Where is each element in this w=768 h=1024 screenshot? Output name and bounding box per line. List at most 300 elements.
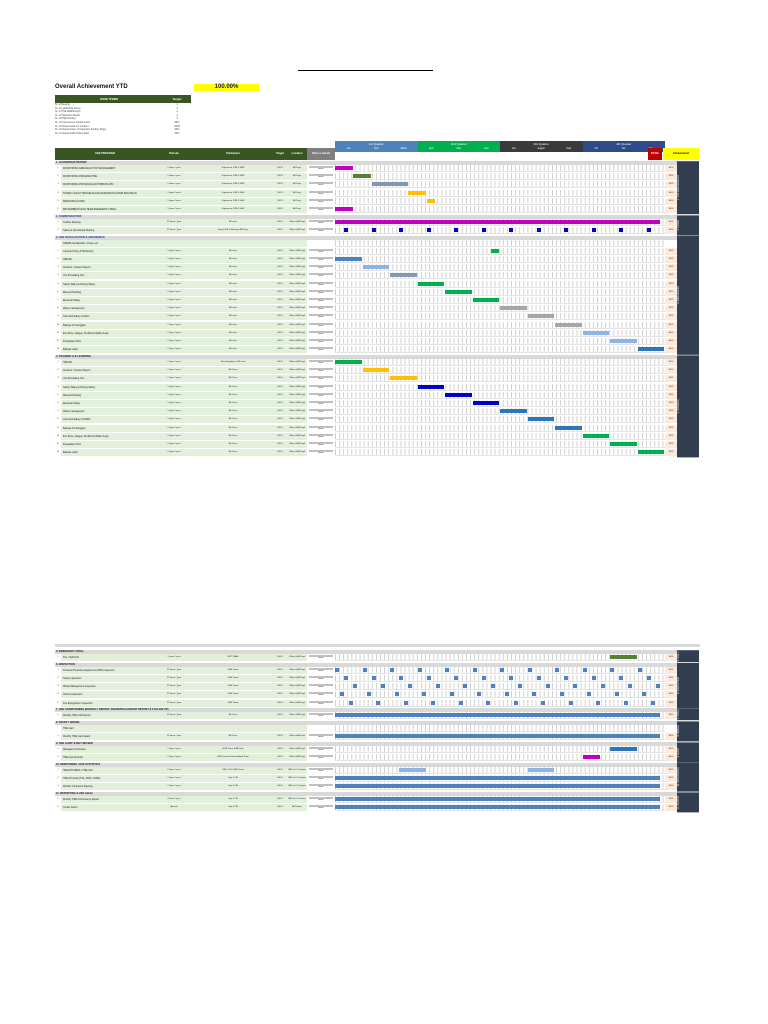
table-row <box>55 754 677 761</box>
row-number: 11 <box>56 442 60 445</box>
location-cell: Office & All Dept <box>287 330 307 337</box>
table-row <box>55 190 677 197</box>
plan-actual-cell: Actual <box>307 712 335 719</box>
schedule-mark <box>344 228 348 232</box>
target-cell: 100% <box>273 783 287 790</box>
kpi-header <box>55 95 191 103</box>
schedule-mark <box>638 668 642 672</box>
program-name: Waste management <box>61 305 155 312</box>
program-name: Chemical Safety & Hazm <box>61 313 155 320</box>
schedule-grid <box>335 804 665 811</box>
participant-cell: All Crew <box>193 712 273 719</box>
table-row <box>55 313 677 320</box>
location-cell: All Dept <box>287 165 307 172</box>
kpi-target: 4 <box>176 113 178 117</box>
table-row <box>55 654 677 661</box>
plan-actual-cell: Actual <box>307 691 335 698</box>
kpi-item: Nr. of Closed Audit Finding Rate <box>55 131 90 135</box>
plan-actual-cell: Actual <box>307 449 335 456</box>
target-cell: 100% <box>273 190 287 197</box>
section-title: 11. REPORTING & HSE Admin <box>55 792 677 796</box>
section-side-label: 9. AUDIT <box>677 742 699 762</box>
period-cell: Annual <box>155 804 193 811</box>
program-name: HSE Card <box>61 725 155 732</box>
row-number: 2 <box>57 756 59 758</box>
participant-cell: All crew <box>193 338 273 345</box>
target-cell: 100% <box>273 181 287 188</box>
schedule-bar <box>418 282 445 286</box>
schedule-bar <box>528 768 555 772</box>
period-cell: 12 times / year <box>155 667 193 674</box>
location-cell: Office & All Dept <box>287 256 307 263</box>
header-achievement: Achievement <box>663 148 699 160</box>
participant-cell: All Crew <box>193 400 273 407</box>
schedule-mark <box>560 692 564 696</box>
month-header: July <box>500 147 528 152</box>
location-cell: Office & All Dept <box>287 449 307 456</box>
schedule-bar <box>418 385 445 389</box>
schedule-grid <box>335 173 665 180</box>
schedule-grid <box>335 289 665 296</box>
schedule-grid <box>335 256 665 263</box>
location-cell: All Dept <box>287 181 307 188</box>
schedule-bar <box>399 768 426 772</box>
section-side-label: 8. AWARD <box>677 721 699 741</box>
section-title: 5. EMERGENCY DRILL <box>55 650 677 654</box>
period-cell: 1 times / year <box>155 416 193 423</box>
target-cell: 100% <box>273 313 287 320</box>
schedule-grid <box>335 322 665 329</box>
plan-actual-cell: Actual <box>307 264 335 271</box>
kpi-target: 100% <box>173 124 181 128</box>
target-cell: 100% <box>273 712 287 719</box>
program-name: Fire Extinguisher Inspection <box>61 700 155 707</box>
period-cell: 1 times / year <box>155 441 193 448</box>
location-cell: Office & All Dept <box>287 700 307 707</box>
row-number: 4 <box>57 191 59 194</box>
plan-actual-cell: Actual <box>307 198 335 205</box>
period-cell: 1 times / year <box>155 206 193 213</box>
location-cell: Office & All Dept <box>287 289 307 296</box>
header-location: Location <box>287 148 307 160</box>
schedule-mark <box>390 668 394 672</box>
plan-actual-cell: Actual <box>307 767 335 774</box>
period-cell: 1 times / year <box>155 754 193 761</box>
participant-cell: All Crew <box>193 416 273 423</box>
table-row <box>55 400 677 407</box>
location-cell: Office & All Dept <box>287 733 307 740</box>
period-cell: 1 times / year <box>155 297 193 304</box>
schedule-grid <box>335 272 665 279</box>
row-total: 100% <box>665 654 677 661</box>
target-cell: 100% <box>273 733 287 740</box>
location-cell: Office & All Dept <box>287 392 307 399</box>
program-name: Bahaya di Ketinggian <box>61 322 155 329</box>
schedule-mark <box>399 228 403 232</box>
header-plan-actual: Plan vs Actual <box>307 148 335 160</box>
target-cell: 100% <box>273 206 287 213</box>
row-number: 9 <box>57 315 59 318</box>
schedule-mark <box>395 692 399 696</box>
schedule-grid <box>335 305 665 312</box>
plan-actual-cell: Actual <box>307 313 335 320</box>
table-row <box>55 330 677 337</box>
schedule-mark <box>477 692 481 696</box>
section-side-label: 10. MONITORING <box>677 763 699 792</box>
schedule-mark <box>518 684 522 688</box>
schedule-mark <box>463 684 467 688</box>
schedule-grid <box>335 733 665 740</box>
schedule-mark <box>445 668 449 672</box>
top-rule <box>298 70 433 71</box>
schedule-mark <box>367 692 371 696</box>
participant-cell: All Crew <box>193 449 273 456</box>
period-cell: 1 times / year <box>155 654 193 661</box>
participant-cell: All crew <box>193 297 273 304</box>
kpi-target: 90% <box>174 128 180 132</box>
schedule-mark <box>619 676 623 680</box>
target-cell: 100% <box>273 165 287 172</box>
schedule-grid <box>335 240 665 247</box>
section-title: 7. HSE CONDITIONING (MONTHLY REPORT, INCIDENT/ACCIDENT REPORT & FOLLOW UP) <box>55 708 677 712</box>
program-name: Bahasa Lokal <box>61 449 155 456</box>
program-name: Monthly HSE Performance Report <box>61 796 155 803</box>
program-name: TINDAK LANJUT PENGELOLAAN KESEHATAN & PERLINDUNGAN <box>61 190 155 197</box>
schedule-bar <box>583 755 601 759</box>
plan-actual-cell: Actual <box>307 359 335 366</box>
location-cell: All Unit / Location <box>287 796 307 803</box>
schedule-grid <box>335 264 665 271</box>
target-cell: 100% <box>273 289 287 296</box>
participant-cell: All crew <box>193 219 273 226</box>
target-cell: 100% <box>273 804 287 811</box>
target-cell: 100% <box>273 754 287 761</box>
schedule-grid <box>335 425 665 432</box>
row-number: 12 <box>56 451 60 454</box>
table-row <box>55 281 677 288</box>
target-cell: 100% <box>273 384 287 391</box>
period-cell: 1 times / year <box>155 305 193 312</box>
location-cell: All Dept <box>287 206 307 213</box>
table-row <box>55 416 677 423</box>
row-total: 100% <box>665 248 677 255</box>
period-cell: 1 times / year <box>155 272 193 279</box>
row-total: 100% <box>665 767 677 774</box>
schedule-mark <box>592 676 596 680</box>
kpi-item: Nr. of Closed Action for Incident <box>55 124 89 128</box>
target-cell: 100% <box>273 219 287 226</box>
schedule-mark <box>427 228 431 232</box>
row-total: 100% <box>665 416 677 423</box>
table-row <box>55 725 677 732</box>
program-name: HIRADC <box>61 359 155 366</box>
schedule-bar <box>335 776 660 780</box>
program-name: Personal Protective Equipment (PPE) Inspection <box>61 667 155 674</box>
period-cell: 1 times / year <box>155 425 193 432</box>
target-cell: 100% <box>273 449 287 456</box>
table-row <box>55 408 677 415</box>
target-cell: 100% <box>273 433 287 440</box>
period-cell: 12 times / year <box>155 733 193 740</box>
program-name: Waste management <box>61 408 155 415</box>
row-number: 3 <box>57 685 59 688</box>
kpi-header-items: HSSE ITEMS <box>99 97 119 101</box>
schedule-mark <box>500 668 504 672</box>
period-cell: 1 times / year <box>155 181 193 188</box>
table-row <box>55 775 677 782</box>
location-cell: Office & All Dept <box>287 712 307 719</box>
row-total: 100% <box>665 400 677 407</box>
period-cell: 1 times / year <box>155 198 193 205</box>
plan-actual-cell: Actual <box>307 281 335 288</box>
row-total: 100% <box>665 783 677 790</box>
location-cell <box>287 240 307 247</box>
row-total: 100% <box>665 219 677 226</box>
location-cell: Office & All Dept <box>287 272 307 279</box>
row-number: 3 <box>57 266 59 269</box>
participant-cell: Supervisor, DIR & HSE <box>193 190 273 197</box>
schedule-grid <box>335 338 665 345</box>
schedule-bar <box>335 207 353 211</box>
participant-cell: Supervisor, DIR & HSE <box>193 181 273 188</box>
table-row <box>55 367 677 374</box>
target-cell: 100% <box>273 408 287 415</box>
row-number: 1 <box>57 747 59 750</box>
schedule-grid <box>335 654 665 661</box>
period-cell: 1 times / year <box>155 264 193 271</box>
schedule-grid <box>335 219 665 226</box>
period-cell: 1 times / year <box>155 392 193 399</box>
table-row <box>55 346 677 353</box>
participant-cell: All crew <box>193 305 273 312</box>
row-total: 100% <box>665 683 677 690</box>
target-cell: 100% <box>273 322 287 329</box>
schedule-bar <box>408 191 426 195</box>
program-name: Chemical Safety & MSDS <box>61 416 155 423</box>
row-number: 2 <box>57 776 59 779</box>
schedule-bar <box>555 323 582 327</box>
period-cell: 12 times / year <box>155 691 193 698</box>
table-row <box>55 173 677 180</box>
schedule-mark <box>418 668 422 672</box>
schedule-grid <box>335 400 665 407</box>
location-cell: All Unit / Location <box>287 783 307 790</box>
row-number: 3 <box>57 785 59 788</box>
program-name: Lifestyle Policy & Philosophy <box>61 248 155 255</box>
schedule-mark <box>335 668 339 672</box>
location-cell: Office & All Dept <box>287 746 307 753</box>
schedule-grid <box>335 775 665 782</box>
table-row <box>55 712 677 719</box>
section-side-label: 3. AWARENESS <box>677 236 699 355</box>
target-cell: 100% <box>273 392 287 399</box>
participant-cell: All crew <box>193 256 273 263</box>
month-header: May <box>445 147 473 152</box>
location-cell: Office & All Dept <box>287 433 307 440</box>
schedule-mark <box>564 676 568 680</box>
program-name: Bahasa Lokal <box>61 346 155 353</box>
schedule-mark <box>427 676 431 680</box>
row-total: 100% <box>665 198 677 205</box>
period-cell: 12 times / year <box>155 700 193 707</box>
table-row <box>55 384 677 391</box>
target-cell: 100% <box>273 248 287 255</box>
month-header: Feb <box>363 147 391 152</box>
target-cell: 100% <box>273 425 287 432</box>
plan-actual-cell: Actual <box>307 322 335 329</box>
program-name: Monthly HSE Card Report <box>61 712 155 719</box>
program-name: Fire / Spill Drill <box>61 654 155 661</box>
kpi-target: 4 <box>176 103 178 106</box>
program-name: Bahaya di Ketinggian <box>61 425 155 432</box>
participant-cell: All Crew <box>193 441 273 448</box>
schedule-mark <box>642 692 646 696</box>
program-name: Unit Prestaking Unit <box>61 375 155 382</box>
schedule-bar <box>528 417 555 421</box>
row-total: 100% <box>665 173 677 180</box>
program-name: Vehicle Inspection <box>61 691 155 698</box>
section-title: 3. HSE SOCIALIZATION & AWARENESS <box>55 236 677 240</box>
plan-actual-cell: Actual <box>307 400 335 407</box>
row-total: 100% <box>665 754 677 761</box>
plan-actual-cell: Actual <box>307 783 335 790</box>
location-cell: Office & All Dept <box>287 683 307 690</box>
row-number: 2 <box>57 676 59 679</box>
schedule-bar <box>610 747 637 751</box>
kpi-target: 4 <box>176 110 178 114</box>
schedule-mark <box>372 676 376 680</box>
target-cell: 100% <box>273 198 287 205</box>
program-name: HSEMS Socialization, Poster, etc <box>61 240 155 247</box>
schedule-bar <box>610 655 637 659</box>
target-cell: 100% <box>273 691 287 698</box>
schedule-mark <box>404 701 408 705</box>
section-side-label: 4. TRAINING <box>677 355 699 457</box>
program-name: Safety Taking & Driving Safety <box>61 281 155 288</box>
participant-cell: HSE Team & All Dept <box>193 746 273 753</box>
row-number: 1 <box>57 768 59 771</box>
schedule-bar <box>638 347 665 351</box>
schedule-mark <box>454 676 458 680</box>
schedule-mark <box>596 701 600 705</box>
target-cell: 100% <box>273 227 287 234</box>
row-number: 2 <box>57 806 59 808</box>
schedule-mark <box>509 676 513 680</box>
row-number: 13 <box>56 348 60 351</box>
row-number: 2 <box>57 258 59 260</box>
period-cell: 1 times / year <box>155 359 193 366</box>
schedule-bar <box>335 360 362 364</box>
header-period: Periode <box>155 148 193 160</box>
location-cell: All Dept <box>287 198 307 205</box>
plan-actual-cell: Actual <box>307 289 335 296</box>
row-total: 100% <box>665 190 677 197</box>
schedule-bar <box>445 393 472 397</box>
target-cell: 100% <box>273 346 287 353</box>
row-total: 100% <box>665 346 677 353</box>
location-cell: Office & All Dept <box>287 675 307 682</box>
period-cell: 1 times / year <box>155 289 193 296</box>
kpi-target: 4 <box>176 106 178 110</box>
location-cell: Office & All Dept <box>287 367 307 374</box>
plan-actual-cell: Actual <box>307 305 335 312</box>
row-number: 5 <box>57 701 59 704</box>
row-number: 10 <box>56 434 60 437</box>
location-cell: Office & All Dept <box>287 754 307 761</box>
plan-actual-cell: Actual <box>307 375 335 382</box>
program-name: Safety & Operational Meeting <box>61 227 155 234</box>
target-cell: 100% <box>273 746 287 753</box>
period-cell: 1 times / year <box>155 173 193 180</box>
row-total: 100% <box>665 733 677 740</box>
plan-actual-cell: Actual <box>307 297 335 304</box>
schedule-grid <box>335 796 665 803</box>
section-side-label: 11. REPORT <box>677 792 699 812</box>
section-title: 4. TRAINING & E-LEARNING <box>55 355 677 359</box>
table-row <box>55 733 677 740</box>
period-cell: 1 times / year <box>155 281 193 288</box>
participant-cell: HSE Team <box>193 667 273 674</box>
plan-actual-cell: Actual <box>307 367 335 374</box>
target-cell: 100% <box>273 264 287 271</box>
schedule-grid <box>335 683 665 690</box>
schedule-mark <box>546 684 550 688</box>
row-total: 100% <box>665 297 677 304</box>
row-number: 12 <box>56 340 60 342</box>
row-number: 11 <box>56 331 60 334</box>
target-cell: 100% <box>273 359 287 366</box>
participant-cell: HSE Team <box>193 675 273 682</box>
location-cell: All Dept <box>287 173 307 180</box>
schedule-bar <box>583 434 610 438</box>
plan-actual-cell: Actual <box>307 330 335 337</box>
row-number: 1 <box>57 360 59 363</box>
target-cell: 100% <box>273 281 287 288</box>
table-row <box>55 683 677 690</box>
schedule-bar <box>427 199 436 203</box>
period-cell: 12 times / year <box>155 712 193 719</box>
quarter-header: 2nd Quarter <box>418 141 501 147</box>
target-cell: 100% <box>273 667 287 674</box>
quarter-header: 1st Quarter <box>335 141 418 147</box>
kpi-header-target: Target <box>172 97 182 101</box>
month-header: April <box>418 147 446 152</box>
participant-cell: New Employee / All crew <box>193 359 273 366</box>
row-total: 100% <box>665 359 677 366</box>
schedule-mark <box>532 692 536 696</box>
target-cell: 100% <box>273 767 287 774</box>
schedule-mark <box>482 676 486 680</box>
plan-actual-cell: Actual <box>307 227 335 234</box>
participant-cell <box>193 725 273 732</box>
target-cell: 100% <box>273 297 287 304</box>
schedule-grid <box>335 281 665 288</box>
schedule-bar <box>445 290 472 294</box>
table-row <box>55 305 677 312</box>
target-cell: 100% <box>273 700 287 707</box>
plan-actual-cell: Actual <box>307 206 335 213</box>
row-number: 10 <box>56 323 60 326</box>
schedule-grid <box>335 433 665 440</box>
schedule-mark <box>482 228 486 232</box>
schedule-mark <box>651 701 655 705</box>
table-row <box>55 667 677 674</box>
month-header: Oct <box>583 147 611 152</box>
row-total: 100% <box>665 375 677 382</box>
schedule-bar <box>335 797 660 801</box>
schedule-grid <box>335 783 665 790</box>
row-number: 1 <box>57 220 59 223</box>
